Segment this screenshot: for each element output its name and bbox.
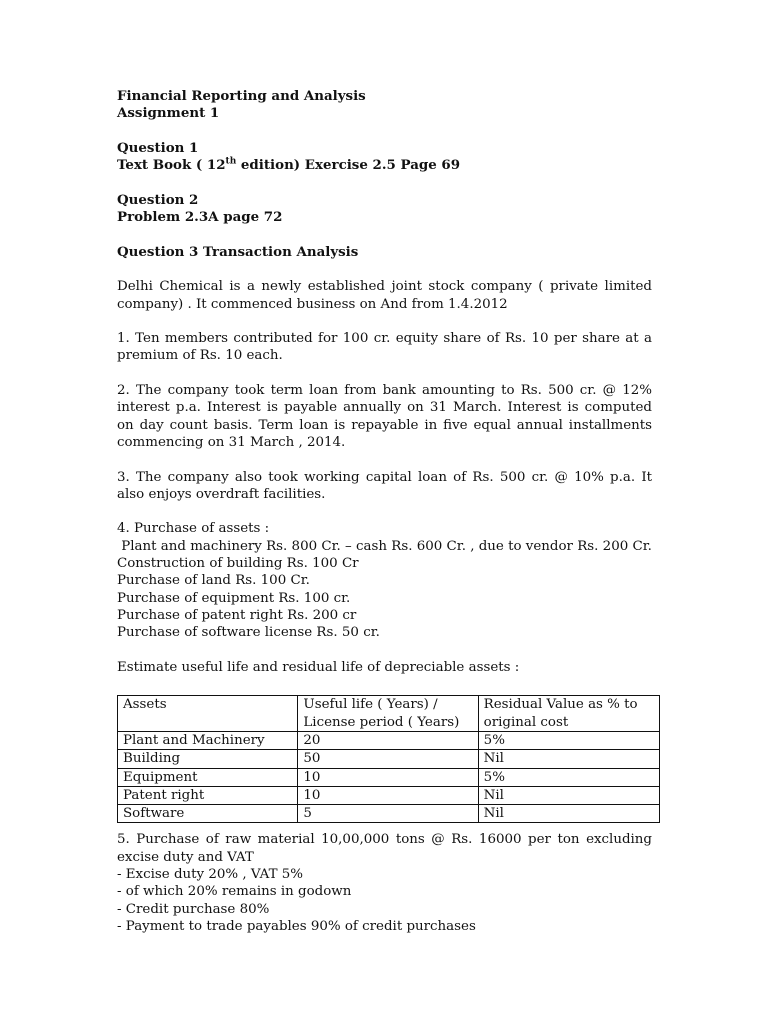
table-cell: Building: [118, 750, 298, 768]
table-cell: 50: [298, 750, 478, 768]
table-row: [118, 768, 660, 786]
table-header-cell: Residual Value as % to original cost: [478, 696, 659, 732]
table-cell: Nil: [478, 750, 659, 768]
table-cell: Plant and Machinery: [118, 731, 298, 749]
table-header-cell: Assets: [118, 696, 298, 732]
raw-material-line: - Credit purchase 80%: [117, 901, 270, 917]
q3-intro-paragraph: Delhi Chemical is a newly established joint stock company ( private limited company) . It commenced business on And from 1.4.2012: [117, 279, 652, 312]
table-row: [118, 750, 660, 768]
document-page: [117, 88, 652, 935]
table-cell: 10: [298, 768, 478, 786]
table-header-row: [118, 696, 660, 732]
table-header-cell: Useful life ( Years) / License period ( Years): [298, 696, 478, 732]
q3-item-4-title: 4. Purchase of assets :: [117, 521, 270, 537]
table-cell: 5%: [478, 768, 659, 786]
table-cell: Nil: [478, 786, 659, 804]
asset-line: Construction of building Rs. 100 Cr: [117, 556, 359, 572]
q3-item-5: 5. Purchase of raw material 10,00,000 tons @ Rs. 16000 per ton excluding excise duty and VAT: [117, 832, 652, 865]
asset-line: Purchase of software license Rs. 50 cr.: [117, 625, 380, 641]
question-1-text: Text Book ( 12th edition) Exercise 2.5 Page 69: [117, 156, 461, 174]
raw-material-line: - Excise duty 20% , VAT 5%: [117, 867, 304, 883]
assets-table: [117, 695, 660, 823]
table-cell: Patent right: [118, 786, 298, 804]
asset-line: Purchase of patent right Rs. 200 cr: [117, 607, 357, 623]
course-title: Financial Reporting and Analysis: [117, 88, 366, 104]
asset-line: Plant and machinery Rs. 800 Cr. – cash Rs. 600 Cr. , due to vendor Rs. 200 Cr.: [117, 538, 652, 554]
table-cell: 5: [298, 805, 478, 823]
question-2-title: Question 2: [117, 191, 199, 208]
assignment-title: Assignment 1: [117, 105, 220, 122]
q3-item-3: 3. The company also took working capital loan of Rs. 500 cr. @ 10% p.a. It also enjoys overdraft facilities.: [117, 469, 652, 502]
table-cell: Nil: [478, 805, 659, 823]
q3-item-1: 1. Ten members contributed for 100 cr. equity share of Rs. 10 per share at a premium of Rs. 10 each.: [117, 331, 652, 364]
asset-line: Purchase of land Rs. 100 Cr.: [117, 573, 310, 589]
raw-material-line: - of which 20% remains in godown: [117, 884, 352, 900]
question-2-text: Problem 2.3A page 72: [117, 209, 283, 226]
table-row: [118, 805, 660, 823]
q3-item-2: 2. The company took term loan from bank amounting to Rs. 500 cr. @ 12% interest p.a. Interest is payable annually on 31 March. Interest is computed on day count basis. Term loan is repayable in five equal annual installments commencing on 31 March , 2014.: [117, 383, 652, 450]
raw-material-line: - Payment to trade payables 90% of credit purchases: [117, 918, 476, 934]
table-cell: 10: [298, 786, 478, 804]
table-cell: 5%: [478, 731, 659, 749]
table-row: [118, 731, 660, 749]
estimate-line: Estimate useful life and residual life of depreciable assets :: [117, 659, 520, 675]
asset-line: Purchase of equipment Rs. 100 cr.: [117, 590, 351, 606]
table-cell: 20: [298, 731, 478, 749]
question-3-title: Question 3 Transaction Analysis: [117, 243, 359, 260]
table-cell: Equipment: [118, 768, 298, 786]
question-1-title: Question 1: [117, 139, 199, 156]
table-row: [118, 786, 660, 804]
table-cell: Software: [118, 805, 298, 823]
